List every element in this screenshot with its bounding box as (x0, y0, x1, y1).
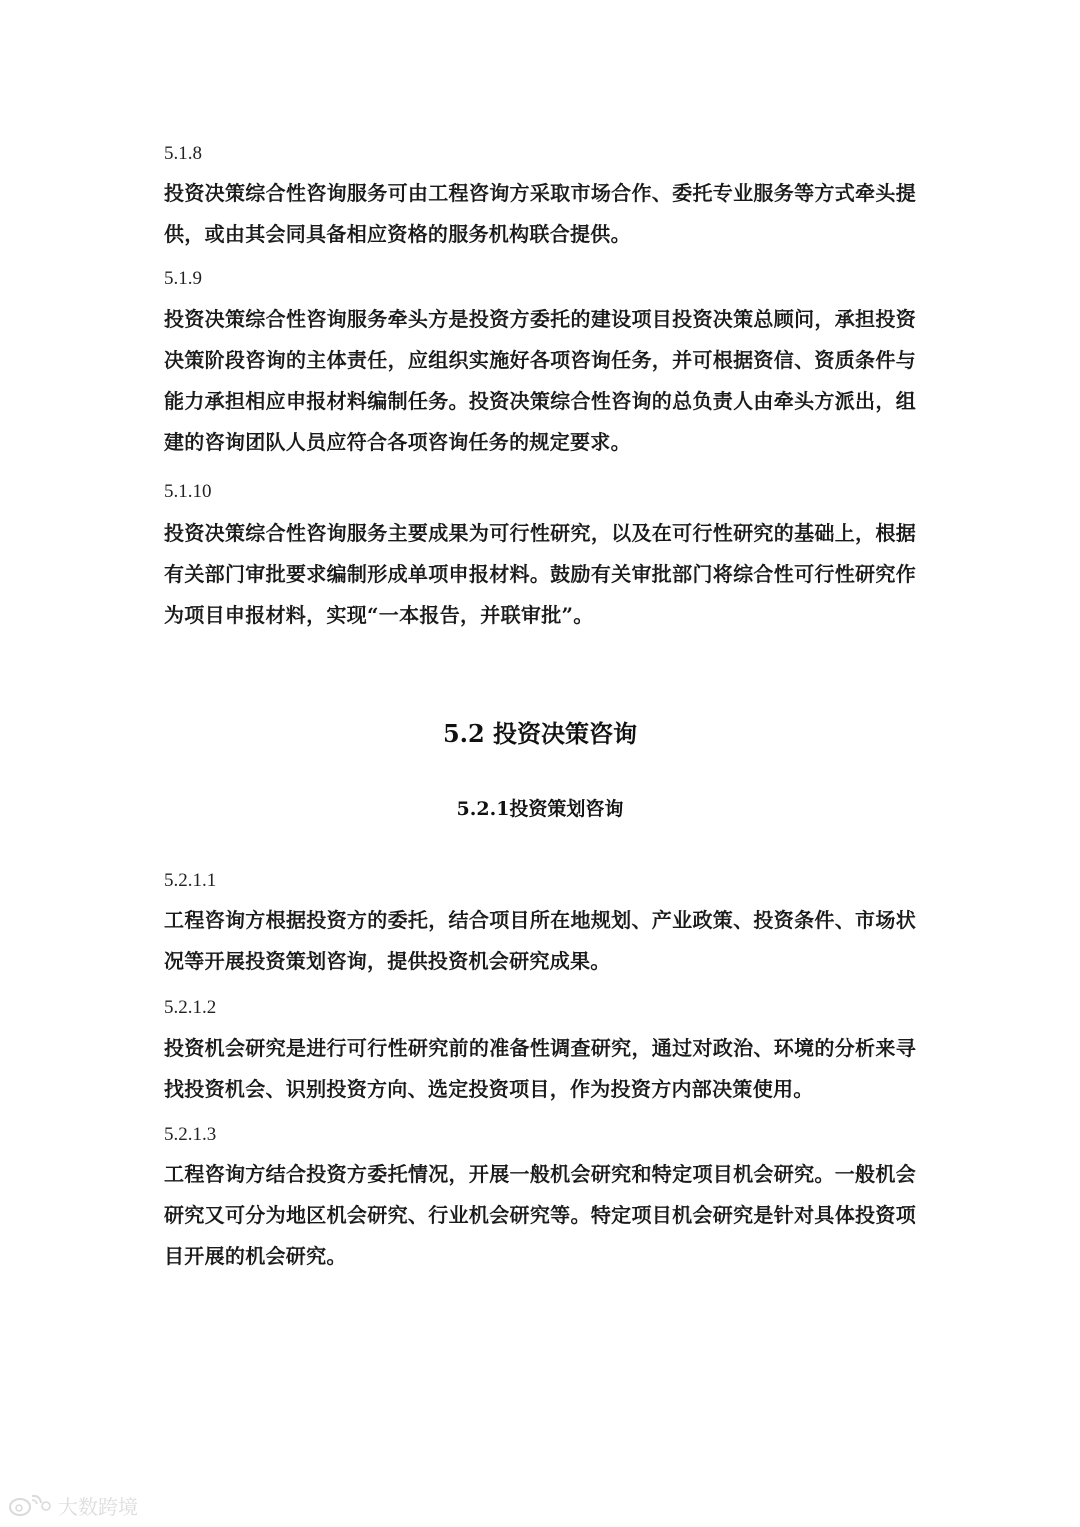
clause-text: 投资决策综合性咨询服务主要成果为可行性研究，以及在可行性研究的基础上，根据有关部门审批要求编制形成单项申报材料。鼓励有关审批部门将综合性可行性研究作为项目申报材料，实现“一本报告，并联审批”。 (164, 521, 916, 627)
clause-number: 5.2.1.2 (164, 997, 217, 1018)
subsection-heading: 5.2.1投资策划咨询 (456, 798, 624, 820)
weibo-logo-icon (8, 1492, 52, 1518)
clause-number: 5.2.1.3 (164, 1124, 217, 1145)
clause-text: 投资决策综合性咨询服务可由工程咨询方采取市场合作、委托专业服务等方式牵头提供，或由其会同具备相应资格的服务机构联合提供。 (164, 181, 916, 246)
clause-number: 5.1.10 (164, 481, 212, 502)
clause-text: 工程咨询方根据投资方的委托，结合项目所在地规划、产业政策、投资条件、市场状况等开展投资策划咨询，提供投资机会研究成果。 (164, 908, 916, 973)
watermark (8, 1490, 138, 1520)
clause-text: 投资决策综合性咨询服务牵头方是投资方委托的建设项目投资决策总顾问，承担投资决策阶段咨询的主体责任，应组织实施好各项咨询任务，并可根据资信、资质条件与能力承担相应申报材料编制任务。投资决策综合性咨询的总负责人由牵头方派出，组建的咨询团队人员应符合各项咨询任务的规定要求。 (164, 307, 916, 454)
section-heading: 5.2 投资决策咨询 (442, 719, 638, 748)
clause-number: 5.2.1.1 (164, 870, 217, 891)
clause-number: 5.1.9 (164, 268, 202, 289)
clause-text: 工程咨询方结合投资方委托情况，开展一般机会研究和特定项目机会研究。一般机会研究又可分为地区机会研究、行业机会研究等。特定项目机会研究是针对具体投资项目开展的机会研究。 (164, 1162, 916, 1268)
watermark-text: 大数跨境 (58, 1494, 138, 1519)
clause-number: 5.1.8 (164, 143, 202, 164)
clause-text: 投资机会研究是进行可行性研究前的准备性调查研究，通过对政治、环境的分析来寻找投资机会、识别投资方向、选定投资项目，作为投资方内部决策使用。 (164, 1036, 916, 1101)
